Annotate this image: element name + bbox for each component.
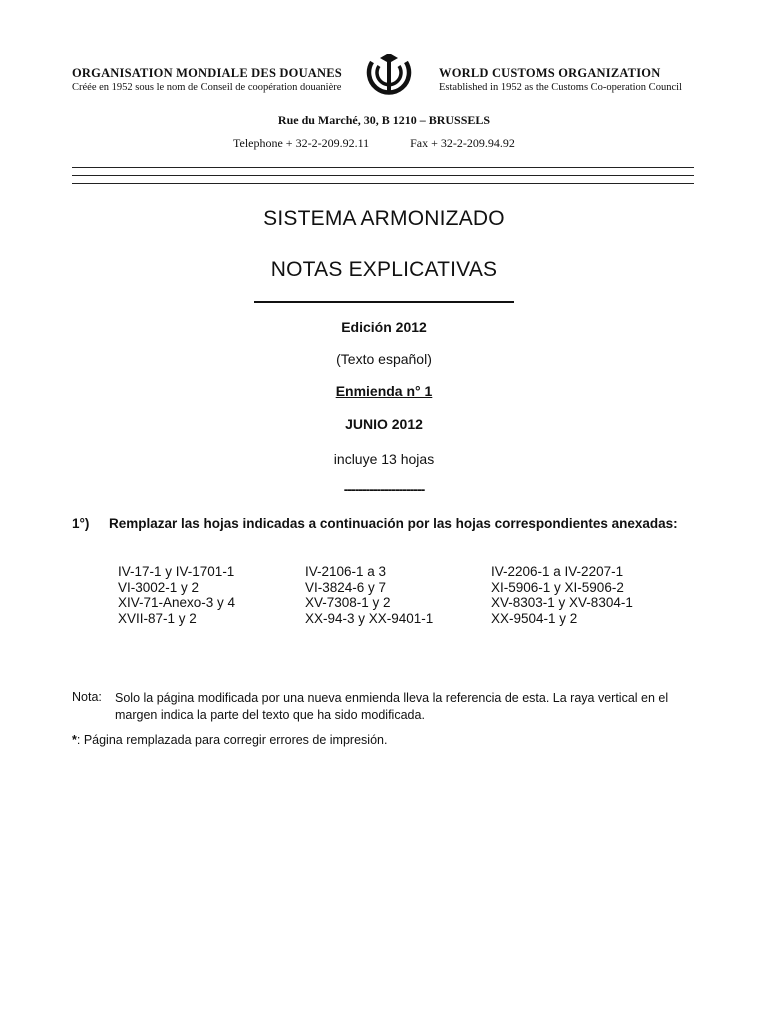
amendment: Enmienda n° 1 bbox=[335, 383, 433, 399]
sheet-ref: XIV-71-Anexo-3 y 4 bbox=[118, 595, 236, 610]
sheet-ref: XI-5906-1 y XI-5906-2 bbox=[491, 579, 624, 595]
header-rule-2 bbox=[72, 175, 694, 176]
address: Rue du Marché, 30, B 1210 – BRUSSELS bbox=[277, 113, 491, 127]
sheet-ref: VI-3824-6 y 7 bbox=[305, 579, 387, 595]
edition: Edición 2012 bbox=[341, 319, 427, 335]
telephone: Telephone + 32-2-209.92.11 bbox=[233, 136, 370, 150]
sheet-ref: XX-9504-1 y 2 bbox=[491, 610, 578, 626]
org-name-french: ORGANISATION MONDIALE DES DOUANES bbox=[72, 66, 342, 80]
header-left bbox=[72, 66, 372, 93]
instruction-text: Remplazar las hojas indicadas a continuación por las hojas correspondientes anexadas: bbox=[109, 516, 678, 531]
note-text: Solo la página modificada por una nueva enmienda lleva la referencia de esta. La raya vertical en el margen indica la parte del texto que ha sido modificada. bbox=[115, 691, 669, 722]
reprint-note-text: : Página remplazada para corregir errores de impresión. bbox=[76, 733, 388, 747]
sheet-column-1 bbox=[118, 564, 235, 626]
title-line-2: NOTAS EXPLICATIVAS bbox=[270, 258, 498, 281]
instruction-number: 1°) bbox=[72, 516, 90, 531]
header-rule-3 bbox=[72, 183, 694, 184]
separator: ---------------------- bbox=[343, 481, 425, 497]
page-count: incluye 13 hojas bbox=[333, 451, 435, 467]
org-name-english: WORLD CUSTOMS ORGANIZATION bbox=[439, 66, 661, 80]
language: (Texto español) bbox=[336, 351, 432, 367]
sheet-column-2 bbox=[305, 564, 433, 626]
header-rule-1 bbox=[72, 167, 694, 168]
sheet-ref: IV-17-1 y IV-1701-1 bbox=[118, 564, 235, 579]
reprint-note bbox=[72, 733, 387, 747]
sheet-ref: VI-3002-1 y 2 bbox=[118, 579, 200, 595]
org-subtitle-english: Established in 1952 as the Customs Co-operation Council bbox=[439, 82, 682, 93]
header-right bbox=[439, 66, 739, 93]
title-rule bbox=[254, 301, 514, 303]
reprint-note-star: * bbox=[72, 733, 77, 747]
title-line-1: SISTEMA ARMONIZADO bbox=[263, 207, 505, 230]
wco-emblem-icon bbox=[366, 52, 412, 98]
sheet-ref: XX-94-3 y XX-9401-1 bbox=[305, 610, 434, 626]
date: JUNIO 2012 bbox=[345, 416, 423, 432]
note-label: Nota: bbox=[72, 690, 102, 704]
sheet-ref: XV-7308-1 y 2 bbox=[305, 595, 391, 610]
sheet-ref: XVII-87-1 y 2 bbox=[118, 610, 197, 626]
contact-line bbox=[233, 136, 515, 151]
org-subtitle-french: Créée en 1952 sous le nom de Conseil de coopération douanière bbox=[72, 82, 342, 93]
sheet-ref: XV-8303-1 y XV-8304-1 bbox=[491, 595, 633, 610]
fax: Fax + 32-2-209.94.92 bbox=[410, 136, 515, 150]
sheet-ref: IV-2106-1 a 3 bbox=[305, 564, 387, 579]
sheet-column-3 bbox=[491, 564, 633, 626]
sheet-ref: IV-2206-1 a IV-2207-1 bbox=[491, 564, 624, 579]
